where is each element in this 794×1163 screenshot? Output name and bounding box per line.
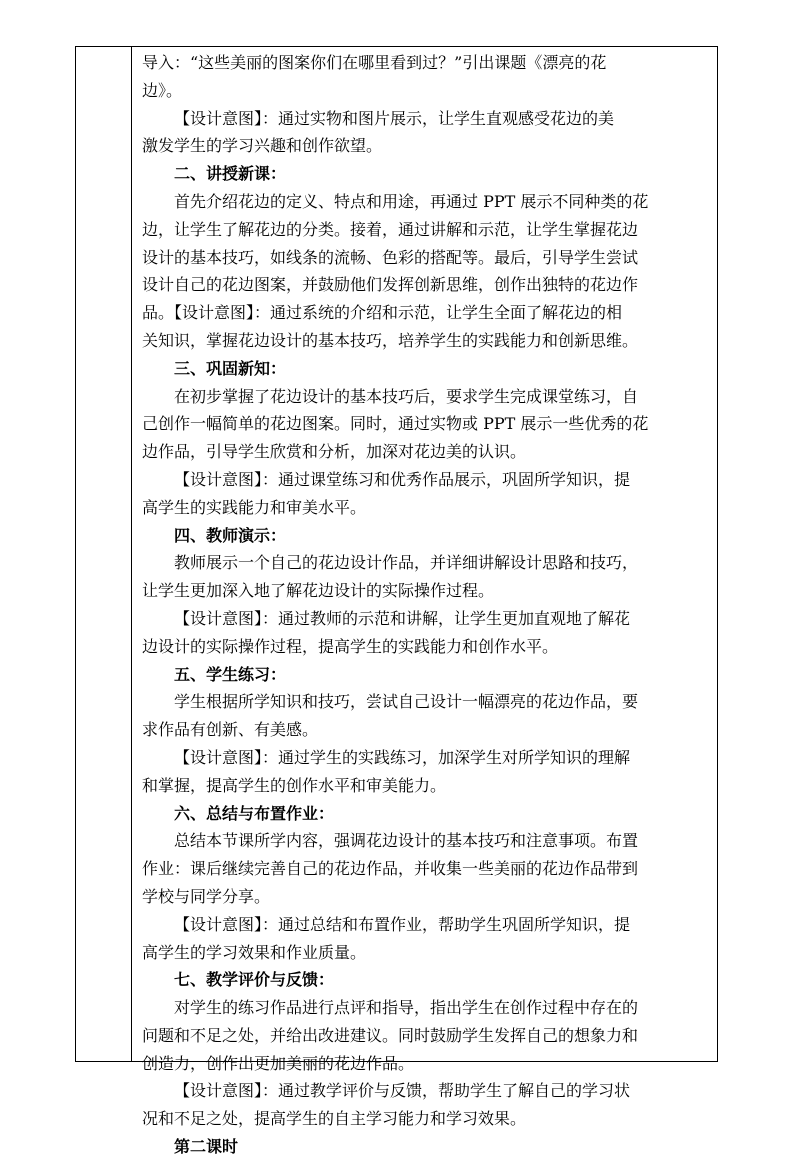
- text-line: 在初步掌握了花边设计的基本技巧后，要求学生完成课堂练习，自: [174, 386, 639, 406]
- left-label-column: [76, 47, 132, 1061]
- text-line: 【设计意图】：通过实物和图片展示，让学生直观感受花边的美: [174, 108, 615, 128]
- section-heading: 二、讲授新课：: [174, 164, 287, 184]
- text-line: 高学生的实践能力和审美水平。: [142, 497, 367, 517]
- section-heading: 六、总结与布置作业：: [174, 803, 335, 823]
- text-line: 【设计意图】：通过总结和布置作业，帮助学生巩固所学知识，提: [174, 914, 631, 934]
- text-line: 【设计意图】：通过学生的实践练习，加深学生对所学知识的理解: [174, 747, 631, 767]
- text-line: 对学生的练习作品进行点评和指导，指出学生在创作过程中存在的: [174, 998, 639, 1018]
- text-line: 边作品，引导学生欣赏和分析，加深对花边美的认识。: [142, 442, 527, 462]
- text-line: 和掌握，提高学生的创作水平和审美能力。: [142, 775, 447, 795]
- text-line: 【设计意图】：通过教师的示范和讲解，让学生更加直观地了解花: [174, 608, 631, 628]
- text-line: 创造力，创作出更加美丽的花边作品。: [142, 1053, 415, 1073]
- text-line: 高学生的学习效果和作业质量。: [142, 942, 367, 962]
- section-heading: 三、巩固新知：: [174, 358, 287, 378]
- lesson-plan-table: [75, 46, 718, 1157]
- text-line: 学生根据所学知识和技巧，尝试自己设计一幅漂亮的花边作品，要: [174, 692, 639, 712]
- section-heading: 第二课时: [174, 1137, 239, 1157]
- text-line: 设计自己的花边图案，并鼓励他们发挥创新思维，创作出独特的花边作: [142, 275, 639, 295]
- text-line: 问题和不足之处，并给出改进建议。同时鼓励学生发挥自己的想象力和: [142, 1025, 639, 1045]
- text-line: 边，让学生了解花边的分类。接着，通过讲解和示范，让学生掌握花边: [142, 219, 639, 239]
- text-line: 设计的基本技巧，如线条的流畅、色彩的搭配等。最后，引导学生尝试: [142, 247, 639, 267]
- text-line: 【设计意图】：通过课堂练习和优秀作品展示，巩固所学知识，提: [174, 469, 631, 489]
- text-line: 关知识，掌握花边设计的基本技巧，培养学生的实践能力和创新思维。: [142, 330, 639, 350]
- text-line: 让学生更加深入地了解花边设计的实际操作过程。: [142, 581, 495, 601]
- section-heading: 五、学生练习：: [174, 664, 287, 684]
- text-line: 【设计意图】：通过教学评价与反馈，帮助学生了解自己的学习状: [174, 1081, 631, 1101]
- content-cell: [142, 51, 717, 1163]
- text-line: 总结本节课所学内容，强调花边设计的基本技巧和注意事项。布置: [174, 831, 639, 851]
- text-line: 品。【设计意图】：通过系统的介绍和示范，让学生全面了解花边的相: [142, 303, 623, 323]
- text-line: 己创作一幅简单的花边图案。同时，通过实物或 PPT 展示一些优秀的花: [142, 414, 649, 434]
- text-line: 求作品有创新、有美感。: [142, 720, 319, 740]
- text-line: 激发学生的学习兴趣和创作欲望。: [142, 136, 383, 156]
- text-line: 作业：课后继续完善自己的花边作品，并收集一些美丽的花边作品带到: [142, 859, 639, 879]
- text-line: 教师展示一个自己的花边设计作品，并详细讲解设计思路和技巧，: [174, 553, 639, 573]
- text-line: 边》。: [142, 80, 183, 100]
- text-line: 导入：“这些美丽的图案你们在哪里看到过？”引出课题《漂亮的花: [142, 53, 607, 72]
- text-line: 边设计的实际操作过程，提高学生的实践能力和创作水平。: [142, 636, 559, 656]
- text-line: 况和不足之处，提高学生的自主学习能力和学习效果。: [142, 1109, 527, 1129]
- section-heading: 七、教学评价与反馈：: [174, 970, 335, 990]
- text-line: 首先介绍花边的定义、特点和用途，再通过 PPT 展示不同种类的花: [174, 191, 649, 211]
- text-line: 学校与同学分享。: [142, 886, 271, 906]
- section-heading: 四、教师演示：: [174, 525, 287, 545]
